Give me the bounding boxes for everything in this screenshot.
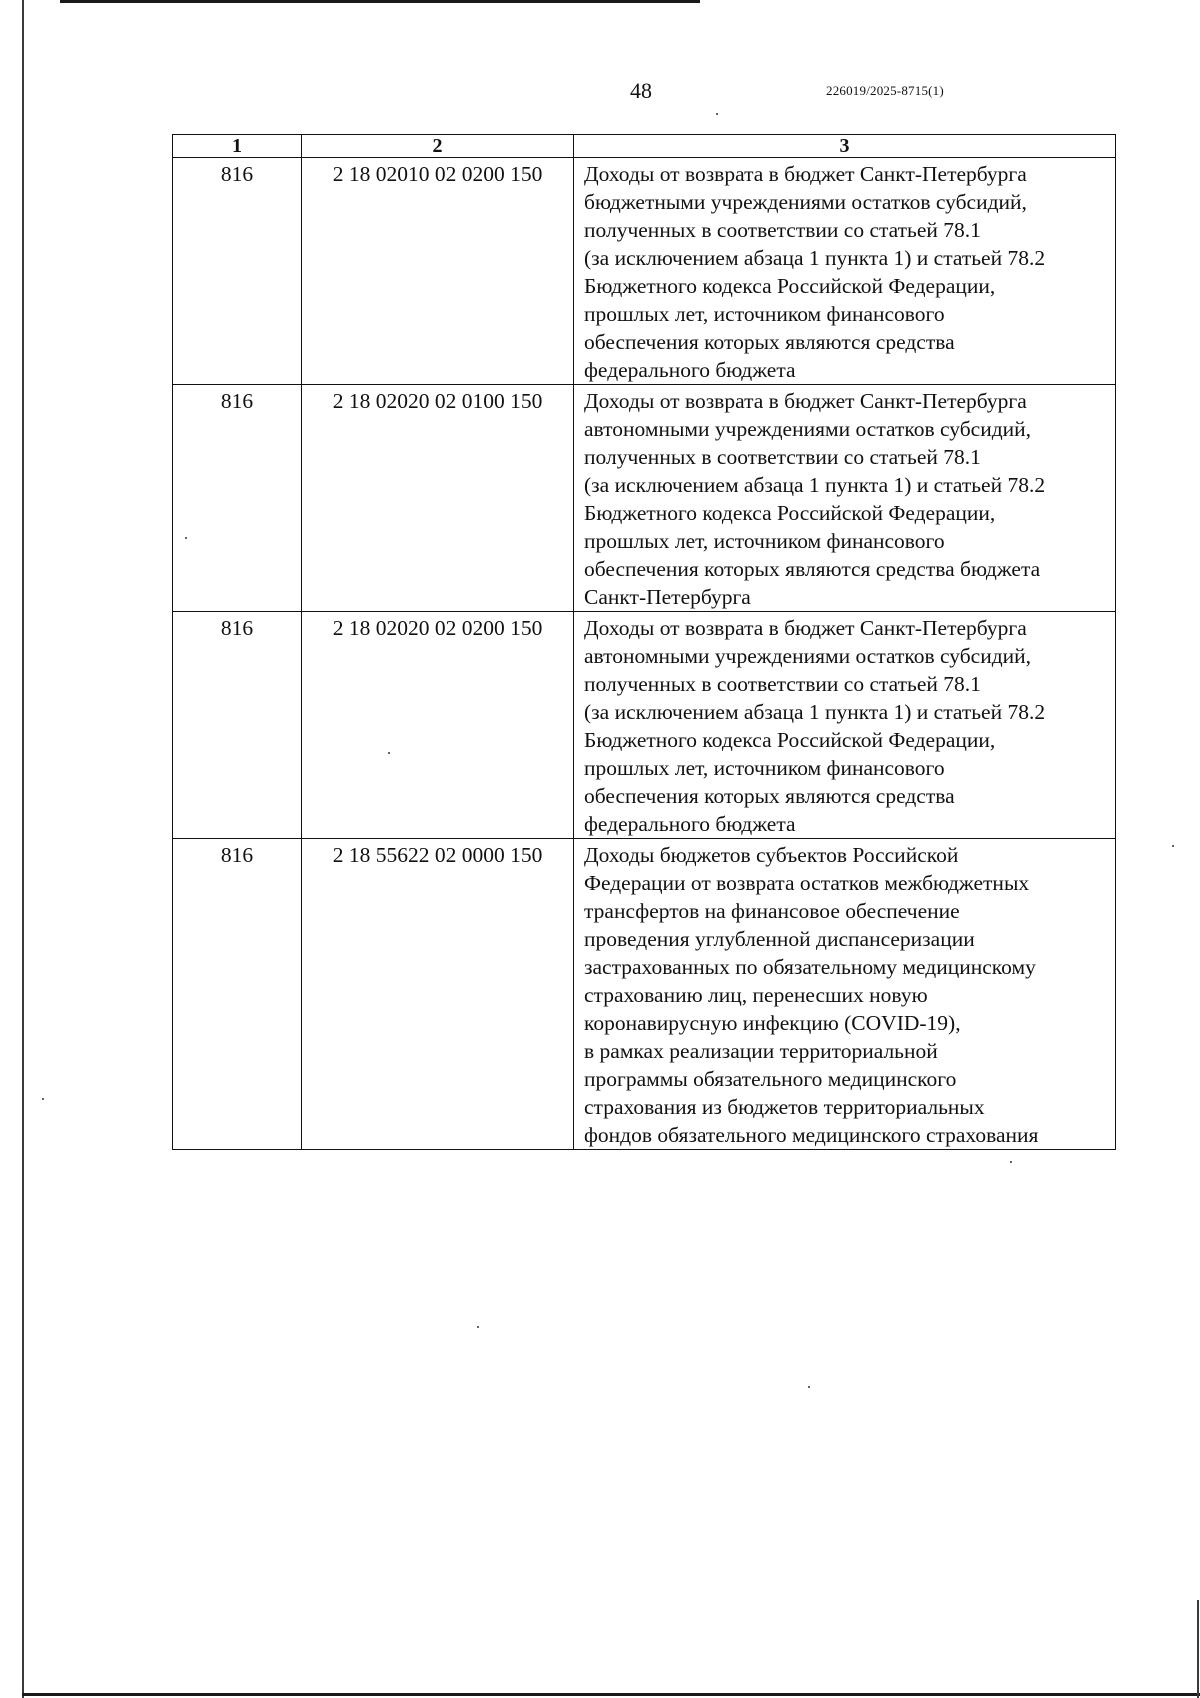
admin-code-cell: 816 (173, 612, 302, 839)
table-row (173, 612, 1116, 839)
budget-codes-table-container (172, 134, 1115, 1150)
scan-speck (716, 113, 718, 115)
description-cell: Доходы от возврата в бюджет Санкт-Петербурга автономными учреждениями остатков субсидий, полученных в соответствии со статьей 78.1 (за исключением абзаца 1 пункта 1) и статьей 78.2 Бюджетного кодекса Российской Федерации, прошлых лет, источником финансового обеспечения которых являются средства бюджета Санкт-Петербурга (574, 385, 1116, 612)
scan-edge-left (22, 0, 24, 1698)
document-reference: 226019/2025-8715(1) (826, 83, 944, 98)
budget-code-cell: 2 18 55622 02 0000 150 (302, 839, 574, 1150)
description-cell: Доходы бюджетов субъектов Российской Федерации от возврата остатков межбюджетных трансфертов на финансовое обеспечение проведения углубленной диспансеризации застрахованных по обязательному медицинскому страхованию лиц, перенесших новую коронавирусную инфекцию (COVID-19), в рамках реализации территориальной программы обязательного медицинского страхования из бюджетов территориальных фондов обязательного медицинского страхования (574, 839, 1116, 1150)
budget-codes-table (172, 134, 1116, 1150)
table-row (173, 158, 1116, 385)
table-row (173, 839, 1116, 1150)
admin-code-cell: 816 (173, 839, 302, 1150)
column-header-3: 3 (574, 135, 1116, 158)
budget-code-cell: 2 18 02020 02 0100 150 (302, 385, 574, 612)
scan-speck (1172, 845, 1174, 847)
column-header-2: 2 (302, 135, 574, 158)
description-cell: Доходы от возврата в бюджет Санкт-Петербурга бюджетными учреждениями остатков субсидий, полученных в соответствии со статьей 78.1 (за исключением абзаца 1 пункта 1) и статьей 78.2 Бюджетного кодекса Российской Федерации, прошлых лет, источником финансового обеспечения которых являются средства федерального бюджета (574, 158, 1116, 385)
table-header-row (173, 135, 1116, 158)
budget-code-cell: 2 18 02010 02 0200 150 (302, 158, 574, 385)
column-header-1: 1 (173, 135, 302, 158)
scan-edge-top (60, 0, 700, 3)
scan-speck (808, 1386, 810, 1388)
table-row (173, 385, 1116, 612)
description-cell: Доходы от возврата в бюджет Санкт-Петербурга автономными учреждениями остатков субсидий, полученных в соответствии со статьей 78.1 (за исключением абзаца 1 пункта 1) и статьей 78.2 Бюджетного кодекса Российской Федерации, прошлых лет, источником финансового обеспечения которых являются средства федерального бюджета (574, 612, 1116, 839)
scan-edge-right (1197, 1600, 1199, 1698)
admin-code-cell: 816 (173, 385, 302, 612)
admin-code-cell: 816 (173, 158, 302, 385)
scan-speck (1010, 1161, 1012, 1163)
scan-edge-bottom (22, 1693, 1200, 1696)
budget-code-cell: 2 18 02020 02 0200 150 (302, 612, 574, 839)
scan-speck (477, 1326, 479, 1328)
scan-speck (42, 1098, 44, 1100)
page-number: 48 (630, 78, 652, 103)
